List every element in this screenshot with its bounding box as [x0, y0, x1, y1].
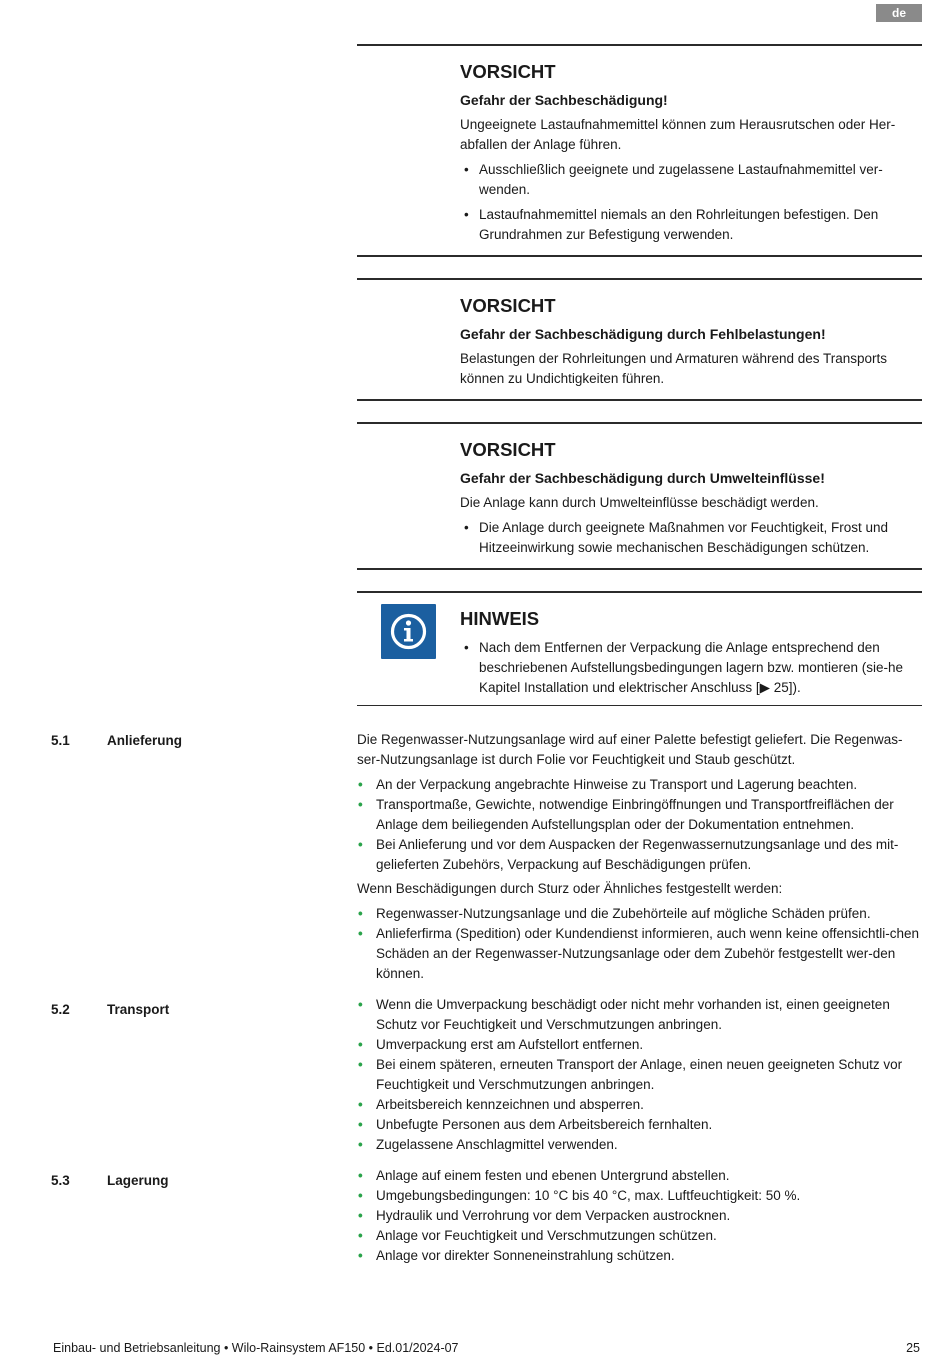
caution-notice-1 — [357, 44, 922, 257]
list-item: • Anlage auf einem festen und ebenen Untergrund abstellen. — [357, 1166, 924, 1186]
section-number: 5.1 — [51, 733, 70, 748]
list-item: • Arbeitsbereich kennzeichnen und absperren. — [357, 1095, 924, 1115]
list-item: • Umverpackung erst am Aufstellort entfernen. — [357, 1035, 924, 1055]
list-item: • Bei einem späteren, erneuten Transport der Anlage, einen neuen geeigneten Schutz vor Feuchtigkeit und Verschmutzungen anbringen. — [357, 1055, 924, 1095]
list-item: • Bei Anlieferung und vor dem Auspacken der Regenwassernutzungsanlage und des mit-gelieferten Zubehörs, Verpackung auf Beschädigungen prüfen. — [357, 835, 924, 875]
page-number: 25 — [906, 1341, 920, 1355]
list-item: • Regenwasser-Nutzungsanlage und die Zubehörteile auf mögliche Schäden prüfen. — [357, 904, 924, 924]
list-item: • Umgebungsbedingungen: 10 °C bis 40 °C, max. Luftfeuchtigkeit: 50 %. — [357, 1186, 924, 1206]
notice-title: HINWEIS — [460, 608, 540, 629]
section-bullet-list — [357, 904, 924, 984]
notice-bullet: • Lastaufnahmemittel niemals an den Rohrleitungen befestigen. Den Grundrahmen zur Befestigung verwenden. — [460, 205, 912, 245]
section-bullet-list — [357, 995, 924, 1155]
section-title-lagerung: Lagerung — [107, 1173, 169, 1188]
list-item: • Unbefugte Personen aus dem Arbeitsbereich fernhalten. — [357, 1115, 924, 1135]
section-intro-2: Wenn Beschädigungen durch Sturz oder Ähnliches festgestellt werden: — [357, 881, 783, 896]
list-item: • Zugelassene Anschlagmittel verwenden. — [357, 1135, 924, 1155]
list-item: • Anlieferfirma (Spedition) oder Kundendienst informieren, auch wenn keine offensichtli-chen Schäden an der Regenwasser-Nutzungsanlage oder dem Zubehör festgestellt wer-den können. — [357, 924, 924, 984]
section-content-lagerung — [357, 1166, 924, 1266]
info-icon — [381, 604, 436, 659]
list-item: • Wenn die Umverpackung beschädigt oder nicht mehr vorhanden ist, einen geeigneten Schutz vor Feuchtigkeit und Verschmutzungen anbringen. — [357, 995, 924, 1035]
notice-bullet-list — [460, 160, 912, 245]
list-item: • Hydraulik und Verrohrung vor dem Verpacken austrocknen. — [357, 1206, 924, 1226]
notice-text: Die Anlage kann durch Umwelteinflüsse beschädigt werden. — [460, 495, 819, 510]
section-title-anlieferung: Anlieferung — [107, 733, 183, 748]
notice-title: VORSICHT — [460, 61, 556, 82]
notice-bullet-list — [460, 638, 912, 698]
section-number: 5.2 — [51, 1002, 70, 1017]
notice-title: VORSICHT — [460, 439, 556, 460]
section-divider — [357, 705, 922, 706]
notice-text: Belastungen der Rohrleitungen und Armaturen während des Transports können zu Undichtigkeiten führen. — [460, 351, 888, 386]
notice-subtitle: Gefahr der Sachbeschädigung durch Umwelteinflüsse! — [460, 470, 825, 486]
section-bullet-list — [357, 775, 924, 875]
list-item: • Anlage vor Feuchtigkeit und Verschmutzungen schützen. — [357, 1226, 924, 1246]
notice-bullet-list — [460, 518, 912, 558]
section-title-transport: Transport — [107, 1002, 170, 1017]
section-bullet-list — [357, 1166, 924, 1266]
caution-notice-3 — [357, 422, 922, 570]
notice-text: Ungeeignete Lastaufnahmemittel können zum Herausrutschen oder Her-abfallen der Anlage führen. — [460, 117, 896, 152]
list-item: • An der Verpackung angebrachte Hinweise zu Transport und Lagerung beachten. — [357, 775, 924, 795]
footer-document-info: Einbau- und Betriebsanleitung • Wilo-Rainsystem AF150 • Ed.01/2024-07 — [53, 1341, 459, 1355]
list-item: • Anlage vor direkter Sonneneinstrahlung schützen. — [357, 1246, 924, 1266]
notice-bullet: • Ausschließlich geeignete und zugelassene Lastaufnahmemittel ver-wenden. — [460, 160, 912, 200]
notice-bullet: • Nach dem Entfernen der Verpackung die Anlage entsprechend den beschriebenen Aufstellungsbedingungen lagern bzw. montieren (sie-he Kapitel Installation und elektrischer Anschluss [▶ 25]). — [460, 638, 912, 698]
section-number: 5.3 — [51, 1173, 70, 1188]
list-item: • Transportmaße, Gewichte, notwendige Einbringöffnungen und Transportfreiflächen der Anlage dem beiliegenden Aufstellungsplan oder der Dokumentation entnehmen. — [357, 795, 924, 835]
notice-subtitle: Gefahr der Sachbeschädigung! — [460, 92, 668, 108]
notice-bullet: • Die Anlage durch geeignete Maßnahmen vor Feuchtigkeit, Frost und Hitzeeinwirkung sowie mechanischen Beschädigungen schützen. — [460, 518, 912, 558]
notice-title: VORSICHT — [460, 295, 556, 316]
section-content-transport — [357, 995, 924, 1155]
caution-notice-2 — [357, 278, 922, 401]
notice-subtitle: Gefahr der Sachbeschädigung durch Fehlbelastungen! — [460, 326, 826, 342]
section-intro: Die Regenwasser-Nutzungsanlage wird auf einer Palette befestigt geliefert. Die Regenwas-ser-Nutzungsanlage ist durch Folie vor Feuchtigkeit und Staub geschützt. — [357, 732, 903, 767]
section-content-anlieferung — [357, 730, 924, 984]
info-notice — [357, 591, 922, 707]
language-tab: de — [876, 4, 922, 22]
